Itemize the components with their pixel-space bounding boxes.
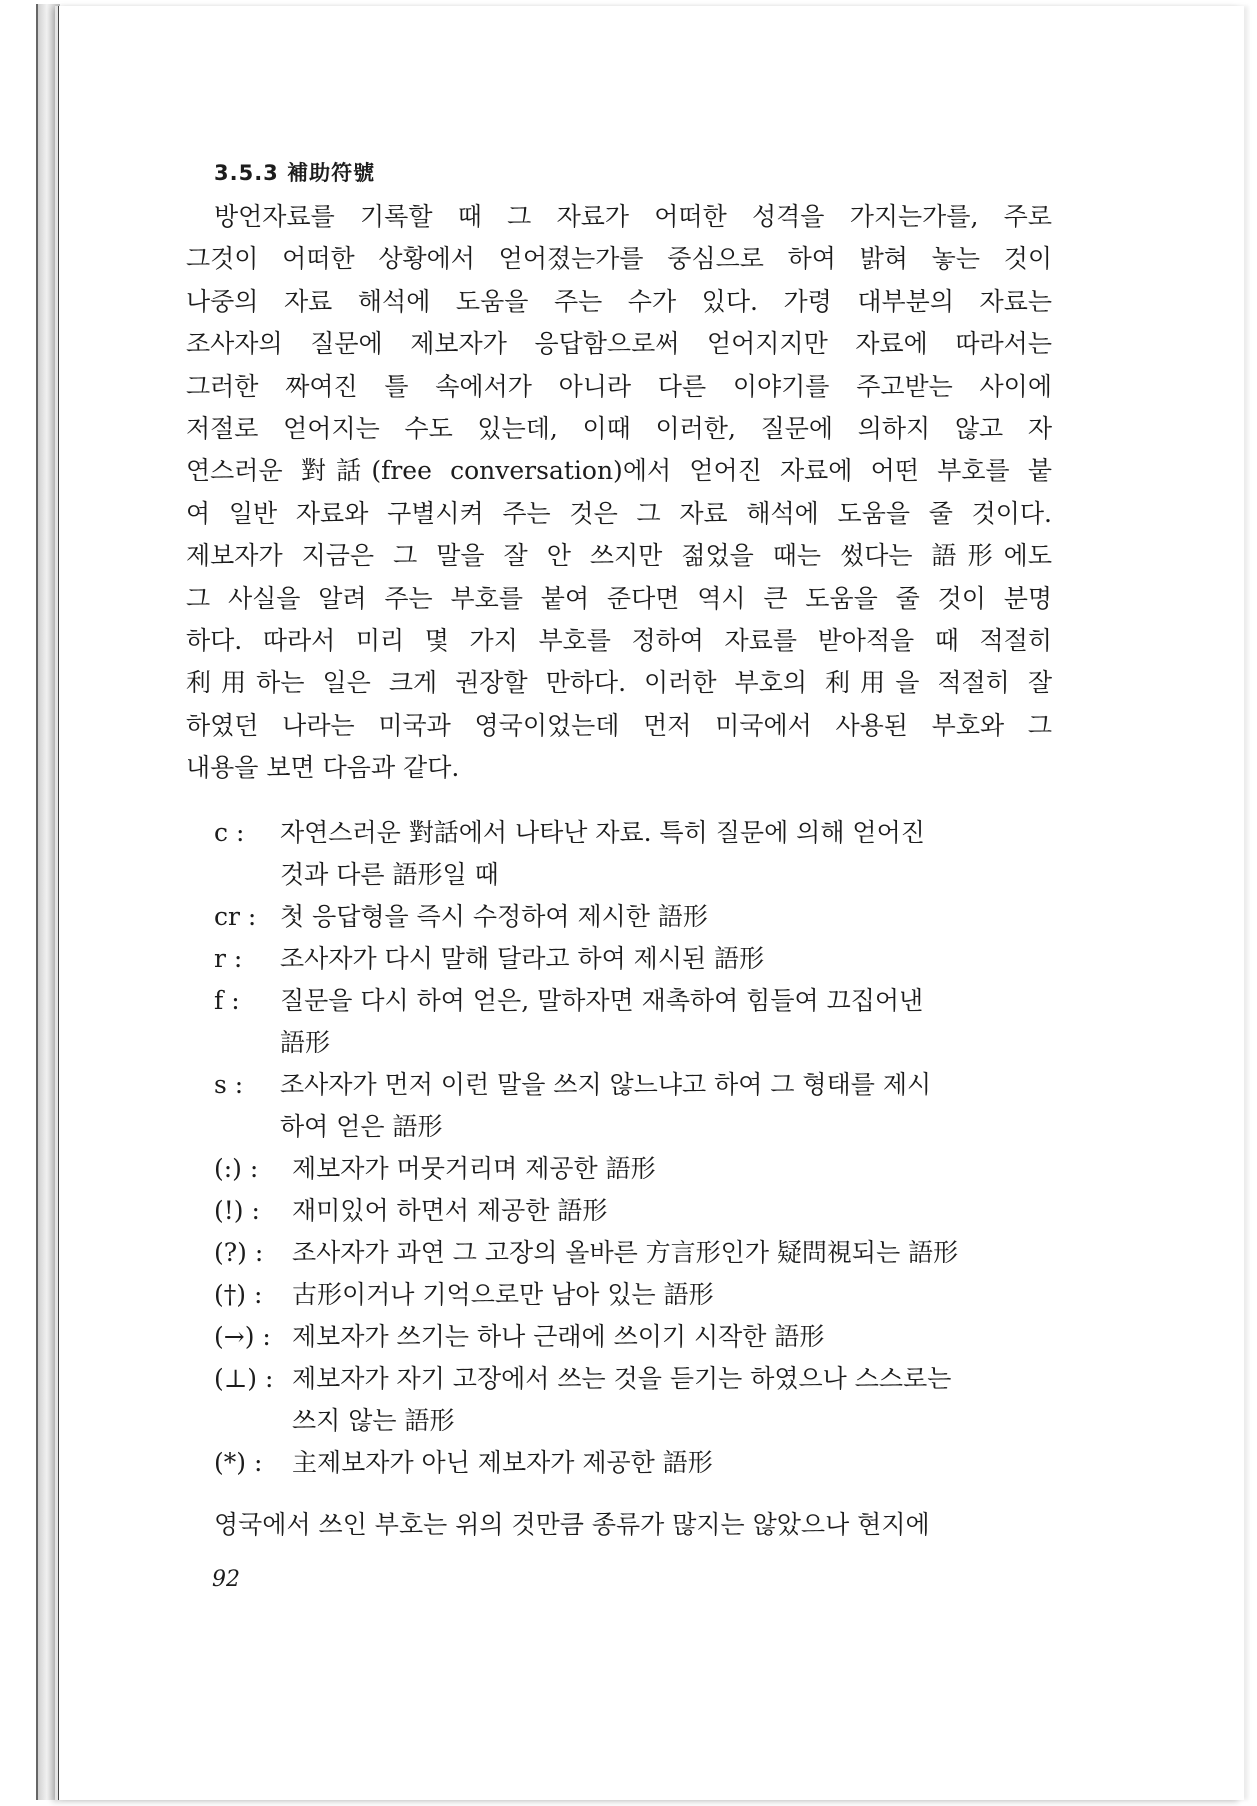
- symbol-item-r: [214, 938, 1052, 980]
- paragraph-line: 하였던 나라는 미국과 영국이었는데 먼저 미국에서 사용된 부호와 그: [186, 710, 1052, 740]
- symbol-description: [280, 896, 1052, 938]
- paragraph-line: 그러한 짜여진 틀 속에서가 아니라 다른 이야기를 주고받는 사이에: [186, 371, 1052, 401]
- symbol-description-line: 하여 얻은 語形: [280, 1111, 443, 1141]
- page-number: 92: [212, 1567, 240, 1592]
- symbol-label: (*) :: [214, 1447, 263, 1477]
- book-spine: [36, 4, 60, 1800]
- symbol-description: [280, 938, 1052, 980]
- symbol-description: [292, 1232, 1052, 1274]
- symbol-item-doubtful: [214, 1232, 1052, 1274]
- section-heading: 3.5.3 補助符號: [214, 161, 376, 185]
- closing-line: 영국에서 쓰인 부호는 위의 것만큼 종류가 많지는 않았으나 현지에: [214, 1509, 930, 1539]
- symbol-list: [186, 812, 1052, 1484]
- paragraph-line: 방언자료를 기록할 때 그 자료가 어떠한 성격을 가지는가를, 주로: [214, 202, 1052, 231]
- symbol-description-line: 主제보자가 아닌 제보자가 제공한 語形: [292, 1447, 713, 1477]
- symbol-description: [280, 1064, 1052, 1148]
- symbol-label: c :: [214, 817, 245, 847]
- symbol-description-line: 것과 다른 語形일 때: [280, 859, 499, 889]
- symbol-label: (:) :: [214, 1153, 259, 1183]
- symbol-description-line: 제보자가 자기 고장에서 쓰는 것을 듣기는 하였으나 스스로는: [292, 1363, 952, 1393]
- symbol-description-line: 조사자가 과연 그 고장의 올바른 方言形인가 疑問視되는 語形: [292, 1237, 959, 1267]
- paragraph-line: 연스러운 對話(free conversation)에서 얻어진 자료에 어떤 부호를 붙: [186, 456, 1052, 486]
- symbol-item-hesitation: [214, 1148, 1052, 1190]
- paragraph-line: 그 사실을 알려 주는 부호를 붙여 준다면 역시 큰 도움을 줄 것이 분명: [186, 583, 1052, 613]
- page-content: [186, 158, 1052, 1546]
- symbol-description-line: 자연스러운 對話에서 나타난 자료. 특히 질문에 의해 얻어진: [280, 817, 925, 847]
- symbol-label: (⊥) :: [214, 1363, 274, 1393]
- paragraph-line: 제보자가 지금은 그 말을 잘 안 쓰지만 젊었을 때는 썼다는 語形에도: [186, 541, 1052, 571]
- symbol-item-f: [214, 980, 1052, 1064]
- symbol-description-line: 조사자가 먼저 이런 말을 쓰지 않느냐고 하여 그 형태를 제시: [280, 1069, 932, 1099]
- symbol-label: cr :: [214, 901, 257, 931]
- symbol-description: [280, 980, 1052, 1064]
- paragraph-line: 나중의 자료 해석에 도움을 주는 수가 있다. 가령 대부분의 자료는: [186, 286, 1052, 316]
- symbol-description-line: 쓰지 않는 語形: [292, 1405, 455, 1435]
- symbol-description-line: 첫 응답형을 즉시 수정하여 제시한 語形: [280, 901, 708, 931]
- symbol-item-cr: [214, 896, 1052, 938]
- symbol-description-line: 古形이거나 기억으로만 남아 있는 語形: [292, 1279, 714, 1309]
- symbol-item-c: [214, 812, 1052, 896]
- symbol-description: [292, 1190, 1052, 1232]
- symbol-label: s :: [214, 1069, 244, 1099]
- symbol-label: (!) :: [214, 1195, 260, 1225]
- symbol-item-new: [214, 1316, 1052, 1358]
- symbol-label: f :: [214, 985, 240, 1015]
- symbol-item-heard-only: [214, 1358, 1052, 1442]
- symbol-label: (†) :: [214, 1279, 263, 1309]
- symbol-description-line: 제보자가 쓰기는 하나 근래에 쓰이기 시작한 語形: [292, 1321, 825, 1351]
- symbol-description: [292, 1316, 1052, 1358]
- symbol-description: [292, 1274, 1052, 1316]
- paragraph-line: 내용을 보면 다음과 같다.: [186, 753, 460, 783]
- symbol-description: [292, 1358, 1052, 1442]
- paragraph-line: 여 일반 자료와 구별시켜 주는 것은 그 자료 해석에 도움을 줄 것이다.: [186, 498, 1052, 528]
- body-paragraph: [186, 196, 1052, 790]
- symbol-label: r :: [214, 943, 243, 973]
- symbol-description-line: 제보자가 머뭇거리며 제공한 語形: [292, 1153, 656, 1183]
- symbol-item-secondary-informant: [214, 1442, 1052, 1484]
- symbol-label: (?) :: [214, 1237, 264, 1267]
- symbol-item-amusement: [214, 1190, 1052, 1232]
- paragraph-line: 조사자의 질문에 제보자가 응답함으로써 얻어지지만 자료에 따라서는: [186, 329, 1052, 359]
- symbol-description: [292, 1148, 1052, 1190]
- paragraph-line: 利用하는 일은 크게 권장할 만하다. 이러한 부호의 利用을 적절히 잘: [186, 668, 1052, 698]
- paragraph-line: 그것이 어떠한 상황에서 얻어졌는가를 중심으로 하여 밝혀 놓는 것이: [186, 244, 1052, 274]
- symbol-description-line: 조사자가 다시 말해 달라고 하여 제시된 語形: [280, 943, 765, 973]
- symbol-item-s: [214, 1064, 1052, 1148]
- symbol-description-line: 질문을 다시 하여 얻은, 말하자면 재촉하여 힘들여 끄집어낸: [280, 985, 924, 1015]
- symbol-description-line: 語形: [280, 1027, 331, 1057]
- paragraph-line: 저절로 얻어지는 수도 있는데, 이때 이러한, 질문에 의하지 않고 자: [186, 414, 1052, 444]
- symbol-description: [280, 812, 1052, 896]
- symbol-description: [292, 1442, 1052, 1484]
- symbol-item-archaic: [214, 1274, 1052, 1316]
- symbol-label: (→) :: [214, 1321, 271, 1351]
- paragraph-line: 하다. 따라서 미리 몇 가지 부호를 정하여 자료를 받아적을 때 적절히: [186, 626, 1052, 656]
- symbol-description-line: 재미있어 하면서 제공한 語形: [292, 1195, 608, 1225]
